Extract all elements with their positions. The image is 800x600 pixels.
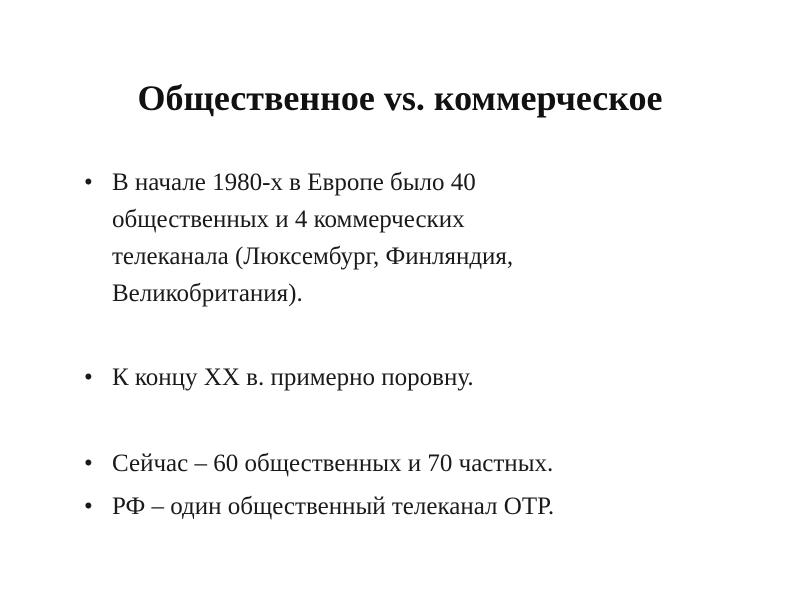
bullet-dot-icon: • [84, 169, 93, 196]
bullet-text: В начале 1980-х в Европе было 40 общественных и 4 коммерческих телеканала (Люксембург, Финляндия, Великобритания). [112, 169, 514, 307]
bullet-text: Сейчас – 60 общественных и 70 частных. [112, 450, 554, 477]
bullet-dot-icon: • [84, 450, 93, 477]
bullet-item-europe-1980s [84, 164, 704, 312]
bullet-item-end-of-century [84, 359, 704, 396]
bullet-text: К концу XX в. примерно поровну. [112, 364, 474, 391]
bullet-item-now [84, 445, 704, 482]
slide-title: Общественное vs. коммерческое [137, 78, 663, 118]
bullet-text: РФ – один общественный телеканал ОТР. [112, 493, 555, 520]
bullet-list [84, 164, 704, 525]
bullet-item-russia [84, 488, 704, 525]
bullet-dot-icon: • [84, 493, 93, 520]
bullet-dot-icon: • [84, 364, 93, 391]
